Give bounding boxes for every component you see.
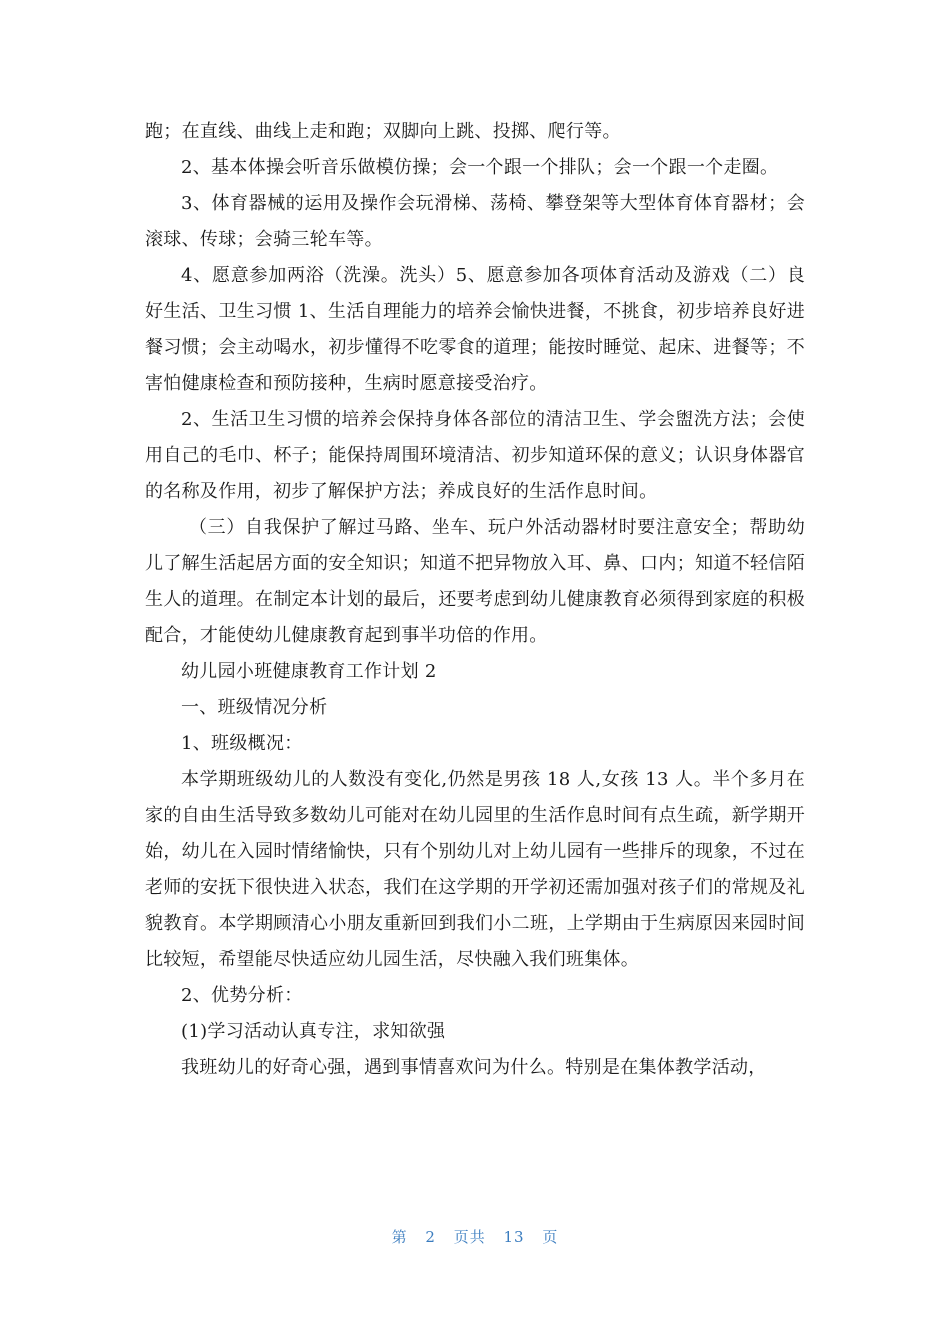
paragraph: 3、体育器械的运用及操作会玩滑梯、荡椅、攀登架等大型体育体育器材；会滚球、传球；会骑三轮车等。 bbox=[145, 193, 805, 250]
paragraph: 4、愿意参加两浴（洗澡。洗头）5、愿意参加各项体育活动及游戏（二）良好生活、卫生习惯 1、生活自理能力的培养会愉快进餐，不挑食，初步培养良好进餐习惯；会主动喝水，初步懂得不吃零食的道理；能按时睡觉、起床、进餐等；不害怕健康检查和预防接种，生病时愿意接受治疗。 bbox=[145, 265, 805, 394]
item-heading: (1)学习活动认真专注，求知欲强 bbox=[181, 1021, 446, 1042]
page-footer bbox=[0, 1226, 950, 1247]
paragraph: 跑；在直线、曲线上走和跑；双脚向上跳、投掷、爬行等。 bbox=[145, 121, 621, 142]
subsection-heading: 2、优势分析： bbox=[181, 985, 303, 1006]
paragraph: 2、基本体操会听音乐做模仿操；会一个跟一个排队；会一个跟一个走圈。 bbox=[181, 157, 779, 178]
subsection-heading: 1、班级概况： bbox=[181, 733, 303, 754]
current-page-number: 2 bbox=[425, 1228, 436, 1246]
paragraph: 我班幼儿的好奇心强，遇到事情喜欢问为什么。特别是在集体教学活动， bbox=[181, 1057, 767, 1078]
document-body bbox=[145, 114, 805, 1086]
paragraph: （三）自我保护了解过马路、坐车、玩户外活动器材时要注意安全；帮助幼儿了解生活起居方面的安全知识；知道不把异物放入耳、鼻、口内；知道不轻信陌生人的道理。在制定本计划的最后，还要考虑到幼儿健康教育必须得到家庭的积极配合，才能使幼儿健康教育起到事半功倍的作用。 bbox=[145, 517, 805, 646]
paragraph: 2、生活卫生习惯的培养会保持身体各部位的清洁卫生、学会盥洗方法；会使用自己的毛巾、杯子；能保持周围环境清洁、初步知道环保的意义；认识身体器官的名称及作用，初步了解保护方法；养成良好的生活作息时间。 bbox=[145, 409, 805, 502]
total-pages-number: 13 bbox=[503, 1228, 525, 1246]
section-title: 幼儿园小班健康教育工作计划 2 bbox=[181, 661, 437, 682]
paragraph: 本学期班级幼儿的人数没有变化,仍然是男孩 18 人,女孩 13 人。半个多月在家的自由生活导致多数幼儿可能对在幼儿园里的生活作息时间有点生疏，新学期开始，幼儿在入园时情绪愉快，只有个别幼儿对上幼儿园有一些排斥的现象，不过在老师的安抚下很快进入状态，我们在这学期的开学初还需加强对孩子们的常规及礼貌教育。本学期顾清心小朋友重新回到我们小二班，上学期由于生病原因来园时间比较短，希望能尽快适应幼儿园生活，尽快融入我们班集体。 bbox=[145, 769, 805, 970]
footer-prefix: 第 bbox=[391, 1228, 408, 1246]
footer-middle: 页共 bbox=[453, 1228, 486, 1246]
footer-suffix: 页 bbox=[542, 1228, 559, 1246]
section-heading: 一、班级情况分析 bbox=[181, 697, 328, 718]
